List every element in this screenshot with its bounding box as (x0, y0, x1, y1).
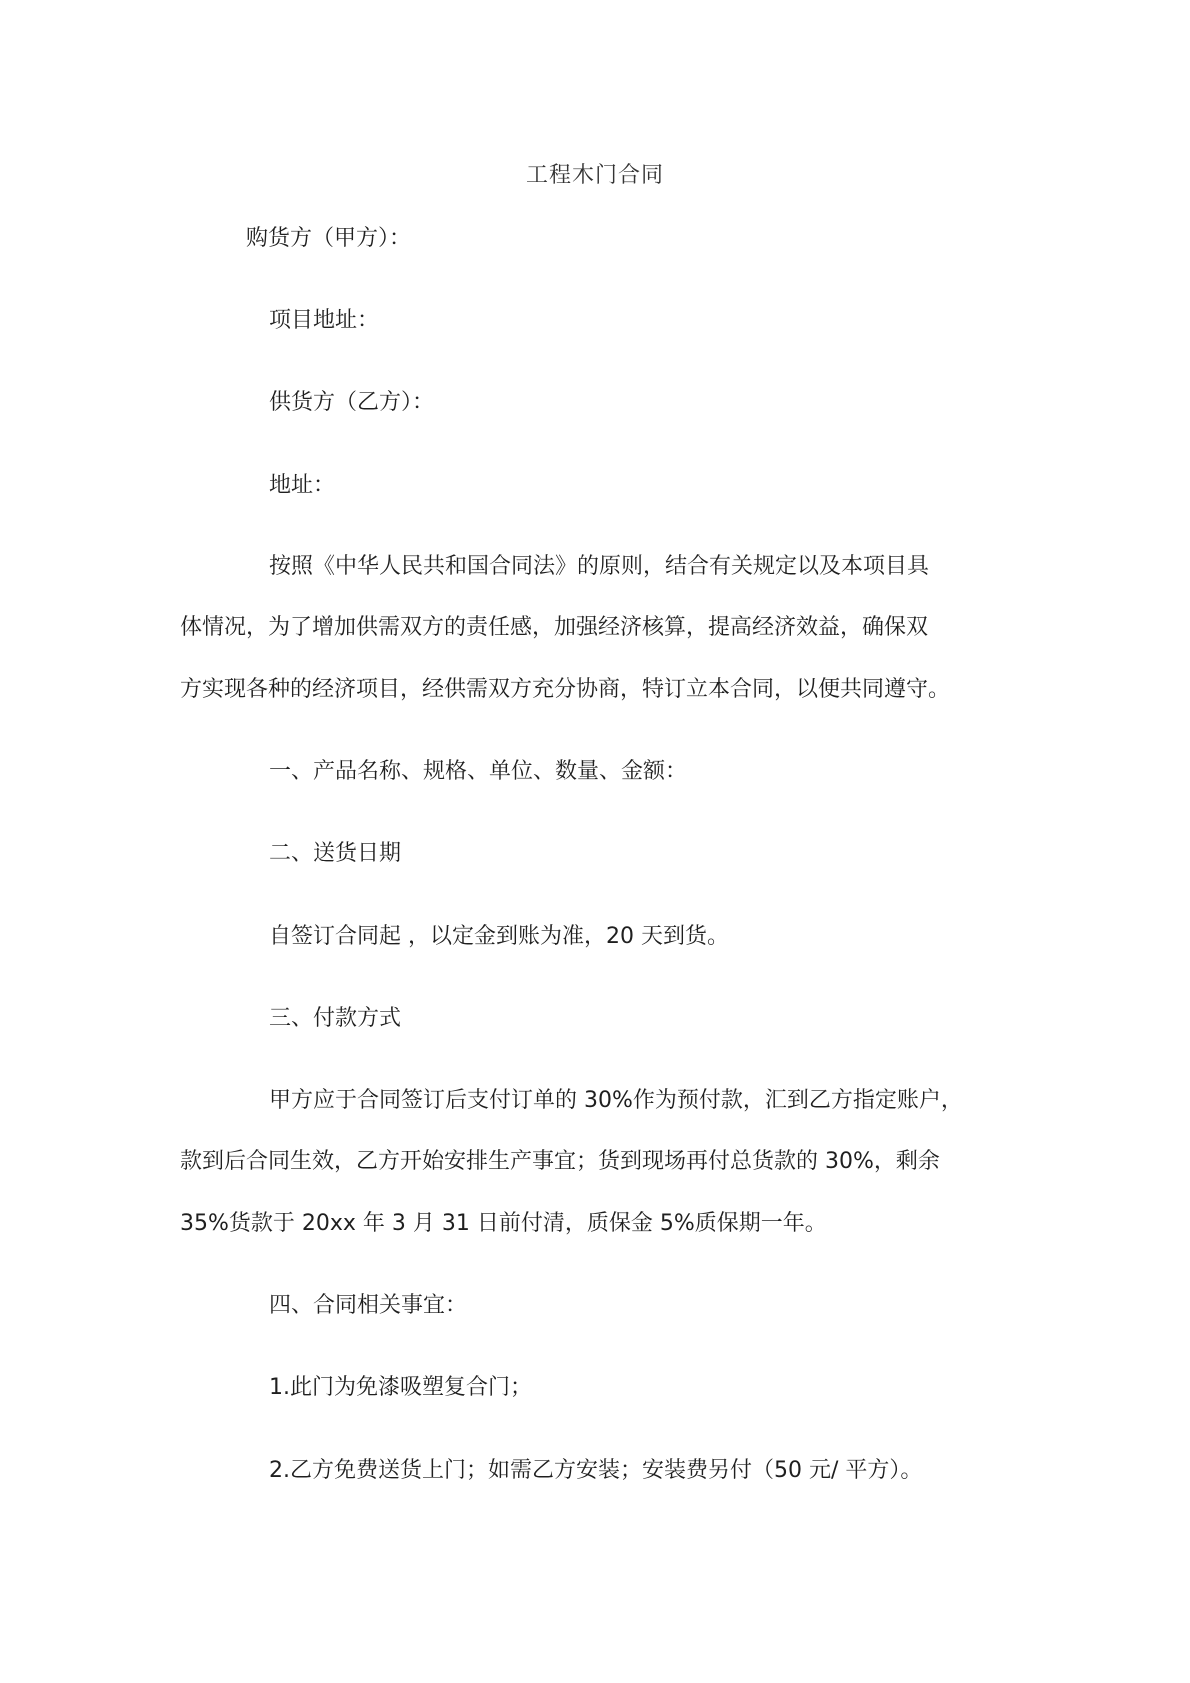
section-4-item-2: 2.乙方免费送货上门；如需乙方安装；安装费另付（50 元/ 平方）。 (269, 1458, 923, 1483)
section-3-line-3: 35%货款于 20xx 年 3 月 31 日前付清，质保金 5%质保期一年。 (180, 1211, 827, 1236)
preamble-line-1: 按照《中华人民共和国合同法》的原则，结合有关规定以及本项目具 (269, 554, 930, 579)
supplier-line: 供货方（乙方）： (269, 390, 435, 415)
section-1-heading: 一、产品名称、规格、单位、数量、金额： (269, 759, 688, 784)
preamble-line-2: 体情况，为了增加供需双方的责任感，加强经济核算，提高经济效益，确保双 (180, 615, 929, 640)
section-3-heading: 三、付款方式 (269, 1006, 402, 1031)
section-4-heading: 四、合同相关事宜： (269, 1293, 468, 1318)
document-title: 工程木门合同 (525, 163, 664, 188)
preamble-line-3: 方实现各种的经济项目，经供需双方充分协商，特订立本合同，以便共同遵守。 (180, 677, 951, 702)
address-line: 地址： (269, 473, 336, 498)
section-2-heading: 二、送货日期 (269, 841, 402, 866)
section-3-line-2: 款到后合同生效，乙方开始安排生产事宜；货到现场再付总货款的 30%，剩余 (180, 1149, 940, 1174)
project-address-line: 项目地址： (269, 308, 380, 333)
section-4-item-1: 1.此门为免漆吸塑复合门； (269, 1375, 532, 1400)
section-2-text: 自签订合同起 ，以定金到账为准，20 天到货。 (269, 924, 729, 949)
buyer-line: 购货方（甲方）： (246, 226, 412, 251)
section-3-line-1: 甲方应于合同签订后支付订单的 30%作为预付款，汇到乙方指定账户， (269, 1088, 963, 1113)
